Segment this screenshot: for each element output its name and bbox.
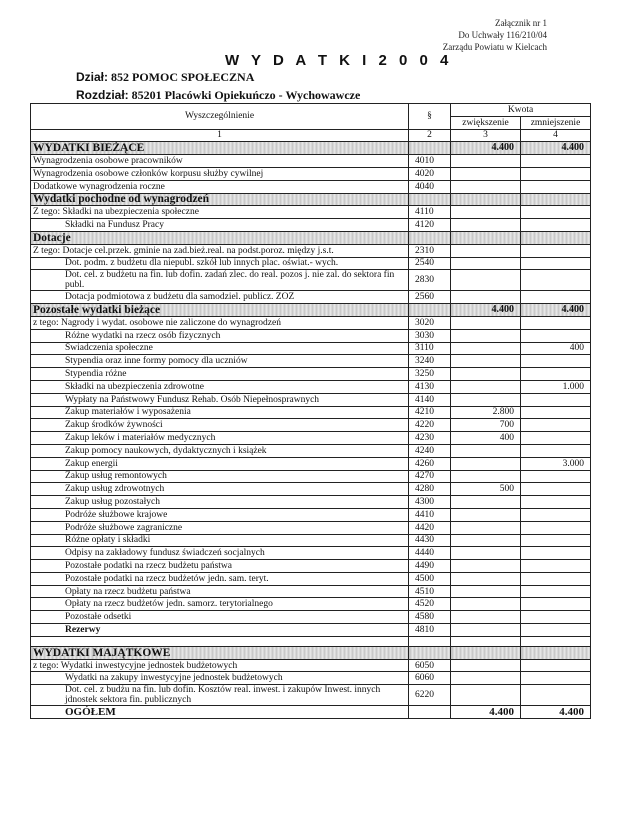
- header-specification: Wyszczególnienie: [31, 104, 409, 130]
- row-decrease: [521, 167, 591, 180]
- rozdzial-value: 85201 Placówki Opiekuńczo - Wychowawcze: [131, 88, 361, 102]
- row-name: z tego: Nagrody i wydat. osobowe nie zaliczone do wynagrodzeń: [31, 316, 409, 329]
- row-increase: [451, 155, 521, 168]
- row-decrease: [521, 611, 591, 624]
- table-row: [31, 483, 591, 496]
- table-row: [31, 393, 591, 406]
- row-increase: [451, 457, 521, 470]
- row-name: Odpisy na zakładowy fundusz świadczeń socjalnych: [31, 547, 409, 560]
- row-name: Wydatki pochodne od wynagrodzeń: [31, 193, 409, 206]
- row-name: z tego: Wydatki inwestycyjne jednostek budżetowych: [31, 659, 409, 672]
- section-row: [31, 142, 591, 155]
- row-decrease: [521, 508, 591, 521]
- row-decrease: [521, 483, 591, 496]
- row-decrease: [521, 244, 591, 257]
- row-name: Dot. cel. z budżetu na fin. lub dofin. zadań zlec. do real. pozos j. nie zal. do sektora fin publ.: [31, 270, 409, 291]
- row-increase: [451, 611, 521, 624]
- row-increase: [451, 393, 521, 406]
- row-paragraph: 4270: [409, 470, 451, 483]
- row-decrease: [521, 231, 591, 244]
- row-decrease: 4.400: [521, 142, 591, 155]
- row-paragraph: [409, 142, 451, 155]
- row-paragraph: 4010: [409, 155, 451, 168]
- table-row: [31, 659, 591, 672]
- row-increase: [451, 572, 521, 585]
- row-decrease: 400: [521, 342, 591, 355]
- table-row: [31, 534, 591, 547]
- row-name: Zakup leków i materiałów medycznych: [31, 432, 409, 445]
- row-paragraph: 4580: [409, 611, 451, 624]
- row-name: Dotacje: [31, 231, 409, 244]
- row-decrease: [521, 406, 591, 419]
- row-name: Opłaty na rzecz budżetów jedn. samorz. terytorialnego: [31, 598, 409, 611]
- row-name: Wynagrodzenia osobowe pracowników: [31, 155, 409, 168]
- row-name: Dodatkowe wynagrodzenia roczne: [31, 180, 409, 193]
- row-decrease: [521, 572, 591, 585]
- row-paragraph: 6050: [409, 659, 451, 672]
- row-decrease: 1.000: [521, 380, 591, 393]
- row-increase: [451, 329, 521, 342]
- row-paragraph: 4430: [409, 534, 451, 547]
- row-name: Składki na ubezpieczenia zdrowotne: [31, 380, 409, 393]
- row-paragraph: 4810: [409, 624, 451, 637]
- attachment-line-3: Zarządu Powiatu w Kielcach: [442, 42, 547, 52]
- row-decrease: [521, 585, 591, 598]
- table-row: [31, 508, 591, 521]
- table-row: [31, 406, 591, 419]
- table-body: [31, 142, 591, 719]
- row-name: Wypłaty na Państwowy Fundusz Rehab. Osób Niepełnosprawnych: [31, 393, 409, 406]
- header-paragraph: §: [409, 104, 451, 130]
- row-increase: [451, 672, 521, 685]
- row-decrease: [521, 329, 591, 342]
- table-row: [31, 598, 591, 611]
- row-name: Opłaty na rzecz budżetu państwa: [31, 585, 409, 598]
- table-row: [31, 257, 591, 270]
- table-row: [31, 355, 591, 368]
- row-decrease: [521, 291, 591, 304]
- row-increase: 4.400: [451, 142, 521, 155]
- row-decrease: [521, 270, 591, 291]
- row-name: Dot. cel. z budżu na fin. lub dofin. Kosztów real. inwest. i zakupów Inwest. innych jdnostek sektora fin. publicznych: [31, 685, 409, 706]
- expenses-table: [30, 103, 591, 719]
- row-decrease: [521, 432, 591, 445]
- row-increase: [451, 180, 521, 193]
- row-increase: [451, 206, 521, 219]
- dzial-value: 852 POMOC SPOŁECZNA: [111, 70, 255, 84]
- table-row: [31, 419, 591, 432]
- row-paragraph: 4040: [409, 180, 451, 193]
- row-paragraph: 4210: [409, 406, 451, 419]
- table-row: [31, 270, 591, 291]
- row-increase: [451, 659, 521, 672]
- row-paragraph: 2540: [409, 257, 451, 270]
- attachment-line-1: Załącznik nr 1: [495, 18, 547, 28]
- row-name: Różne wydatki na rzecz osób fizycznych: [31, 329, 409, 342]
- row-increase: [451, 470, 521, 483]
- row-paragraph: 4220: [409, 419, 451, 432]
- row-decrease: 4.400: [521, 706, 591, 719]
- row-increase: [451, 547, 521, 560]
- row-paragraph: 4240: [409, 444, 451, 457]
- row-paragraph: 2560: [409, 291, 451, 304]
- row-name: OGÓŁEM: [31, 706, 409, 719]
- row-name: Dot. podm. z budżetu dla niepubl. szkół lub innych plac. oświat.- wych.: [31, 257, 409, 270]
- row-decrease: [521, 355, 591, 368]
- row-increase: 2.800: [451, 406, 521, 419]
- row-paragraph: 3240: [409, 355, 451, 368]
- header-num-2: 2: [409, 129, 451, 142]
- row-decrease: [521, 624, 591, 637]
- row-name: WYDATKI BIEŻĄCE: [31, 142, 409, 155]
- row-name: Składki na Fundusz Pracy: [31, 219, 409, 232]
- row-name: Różne opłaty i składki: [31, 534, 409, 547]
- row-name: Zakup energii: [31, 457, 409, 470]
- row-decrease: [521, 155, 591, 168]
- row-decrease: [521, 547, 591, 560]
- table-row: [31, 167, 591, 180]
- row-paragraph: 4260: [409, 457, 451, 470]
- row-name: Zakup środków żywności: [31, 419, 409, 432]
- row-paragraph: 4120: [409, 219, 451, 232]
- row-paragraph: [409, 646, 451, 659]
- row-name: Podróże służbowe zagraniczne: [31, 521, 409, 534]
- page-title: W Y D A T K I 2 0 0 4: [225, 52, 453, 69]
- row-name: Zakup usług remontowych: [31, 470, 409, 483]
- row-paragraph: 4440: [409, 547, 451, 560]
- row-name: Pozostałe odsetki: [31, 611, 409, 624]
- row-decrease: [521, 180, 591, 193]
- section-row: [31, 231, 591, 244]
- row-name: Zakup materiałów i wyposażenia: [31, 406, 409, 419]
- table-row: [31, 380, 591, 393]
- table-row: [31, 219, 591, 232]
- row-name: Zakup usług pozostałych: [31, 496, 409, 509]
- row-paragraph: 4410: [409, 508, 451, 521]
- row-decrease: [521, 646, 591, 659]
- table-row: [31, 470, 591, 483]
- table-row: [31, 685, 591, 706]
- table-row: [31, 329, 591, 342]
- table-row: [31, 291, 591, 304]
- row-increase: [451, 508, 521, 521]
- table-row: [31, 521, 591, 534]
- row-paragraph: 3110: [409, 342, 451, 355]
- row-increase: [451, 291, 521, 304]
- row-paragraph: 4020: [409, 167, 451, 180]
- row-name: Stypendia różne: [31, 368, 409, 381]
- row-decrease: [521, 470, 591, 483]
- row-increase: 700: [451, 419, 521, 432]
- row-increase: [451, 646, 521, 659]
- row-decrease: [521, 193, 591, 206]
- row-increase: [451, 444, 521, 457]
- row-name: Dotacja podmiotowa z budżetu dla samodziel. publicz. ZOZ: [31, 291, 409, 304]
- row-increase: [451, 355, 521, 368]
- table-row: [31, 547, 591, 560]
- row-decrease: [521, 685, 591, 706]
- row-paragraph: 4280: [409, 483, 451, 496]
- row-paragraph: 6060: [409, 672, 451, 685]
- row-increase: [451, 219, 521, 232]
- row-decrease: [521, 368, 591, 381]
- row-paragraph: 4520: [409, 598, 451, 611]
- section-row: [31, 193, 591, 206]
- row-name: Pozostałe podatki na rzecz budżetu państwa: [31, 560, 409, 573]
- table-row: [31, 672, 591, 685]
- header-num-1: 1: [31, 129, 409, 142]
- row-paragraph: 3020: [409, 316, 451, 329]
- row-paragraph: [409, 231, 451, 244]
- row-name: WYDATKI MAJĄTKOWE: [31, 646, 409, 659]
- table-row: [31, 244, 591, 257]
- row-increase: 400: [451, 432, 521, 445]
- section-row: [31, 304, 591, 317]
- row-decrease: [521, 534, 591, 547]
- dzial-label: Dział:: [76, 70, 109, 84]
- row-name: Rezerwy: [31, 624, 409, 637]
- row-decrease: [521, 219, 591, 232]
- row-name: Zakup usług zdrowotnych: [31, 483, 409, 496]
- row-paragraph: 4110: [409, 206, 451, 219]
- row-name: Z tego: Dotacje cel.przek. gminie na zad.bież.real. na podst.poroz. między j.s.t.: [31, 244, 409, 257]
- table-row: [31, 432, 591, 445]
- row-decrease: 3.000: [521, 457, 591, 470]
- row-increase: [451, 257, 521, 270]
- row-increase: [451, 193, 521, 206]
- row-increase: [451, 231, 521, 244]
- table-row: [31, 206, 591, 219]
- total-row: [31, 706, 591, 719]
- row-decrease: [521, 598, 591, 611]
- row-paragraph: [409, 193, 451, 206]
- row-paragraph: 4230: [409, 432, 451, 445]
- row-paragraph: 4490: [409, 560, 451, 573]
- row-increase: [451, 534, 521, 547]
- attachment-note: [443, 17, 547, 53]
- table-row: [31, 560, 591, 573]
- row-decrease: [521, 521, 591, 534]
- row-name: Podróże służbowe krajowe: [31, 508, 409, 521]
- row-decrease: [521, 316, 591, 329]
- row-decrease: 4.400: [521, 304, 591, 317]
- table-row: [31, 457, 591, 470]
- row-name: Pozostałe podatki na rzecz budżetów jedn. sam. teryt.: [31, 572, 409, 585]
- row-name: Wydatki na zakupy inwestycyjne jednostek budżetowych: [31, 672, 409, 685]
- row-increase: [451, 270, 521, 291]
- row-paragraph: 6220: [409, 685, 451, 706]
- header-decrease: zmniejszenie: [521, 116, 591, 129]
- row-name: Pozostałe wydatki bieżące: [31, 304, 409, 317]
- row-decrease: [521, 393, 591, 406]
- row-name: Stypendia oraz inne formy pomocy dla uczniów: [31, 355, 409, 368]
- table-row: [31, 496, 591, 509]
- table-row: [31, 444, 591, 457]
- row-name: Z tego: Składki na ubezpieczenia społeczne: [31, 206, 409, 219]
- row-decrease: [521, 636, 591, 646]
- row-increase: [451, 342, 521, 355]
- row-increase: [451, 496, 521, 509]
- row-decrease: [521, 419, 591, 432]
- table-row: [31, 624, 591, 637]
- row-decrease: [521, 672, 591, 685]
- table-row: [31, 585, 591, 598]
- header-amount: Kwota: [451, 104, 591, 117]
- rozdzial-label: Rozdział:: [76, 88, 129, 102]
- row-increase: [451, 685, 521, 706]
- row-decrease: [521, 257, 591, 270]
- row-increase: [451, 167, 521, 180]
- row-paragraph: 4130: [409, 380, 451, 393]
- row-increase: [451, 368, 521, 381]
- row-decrease: [521, 206, 591, 219]
- row-paragraph: [409, 304, 451, 317]
- rozdzial-line: [76, 88, 360, 103]
- row-increase: [451, 585, 521, 598]
- row-decrease: [521, 560, 591, 573]
- row-decrease: [521, 496, 591, 509]
- table-row: [31, 572, 591, 585]
- section-row: [31, 646, 591, 659]
- dzial-line: [76, 70, 254, 85]
- row-increase: [451, 598, 521, 611]
- table-row: [31, 611, 591, 624]
- row-paragraph: 3250: [409, 368, 451, 381]
- attachment-line-2: Do Uchwały 116/210/04: [458, 30, 547, 40]
- table-row: [31, 155, 591, 168]
- row-increase: [451, 560, 521, 573]
- row-name: [31, 636, 409, 646]
- row-paragraph: 3030: [409, 329, 451, 342]
- row-name: Świadczenia społeczne: [31, 342, 409, 355]
- header-num-3: 3: [451, 129, 521, 142]
- row-name: Wynagrodzenia osobowe członków korpusu służby cywilnej: [31, 167, 409, 180]
- row-name: Zakup pomocy naukowych, dydaktycznych i książek: [31, 444, 409, 457]
- table-row: [31, 368, 591, 381]
- row-increase: [451, 244, 521, 257]
- row-increase: 500: [451, 483, 521, 496]
- header-increase: zwiększenie: [451, 116, 521, 129]
- row-paragraph: 4140: [409, 393, 451, 406]
- row-paragraph: 4420: [409, 521, 451, 534]
- row-increase: [451, 316, 521, 329]
- table-row: [31, 316, 591, 329]
- row-paragraph: [409, 636, 451, 646]
- row-paragraph: 4510: [409, 585, 451, 598]
- row-increase: 4.400: [451, 304, 521, 317]
- row-increase: 4.400: [451, 706, 521, 719]
- row-paragraph: 4500: [409, 572, 451, 585]
- row-increase: [451, 521, 521, 534]
- row-increase: [451, 624, 521, 637]
- row-decrease: [521, 659, 591, 672]
- row-paragraph: [409, 706, 451, 719]
- row-paragraph: 4300: [409, 496, 451, 509]
- row-paragraph: 2830: [409, 270, 451, 291]
- row-increase: [451, 636, 521, 646]
- row-decrease: [521, 444, 591, 457]
- table-row: [31, 342, 591, 355]
- table-row: [31, 180, 591, 193]
- row-increase: [451, 380, 521, 393]
- row-paragraph: 2310: [409, 244, 451, 257]
- table-row: [31, 636, 591, 646]
- header-num-4: 4: [521, 129, 591, 142]
